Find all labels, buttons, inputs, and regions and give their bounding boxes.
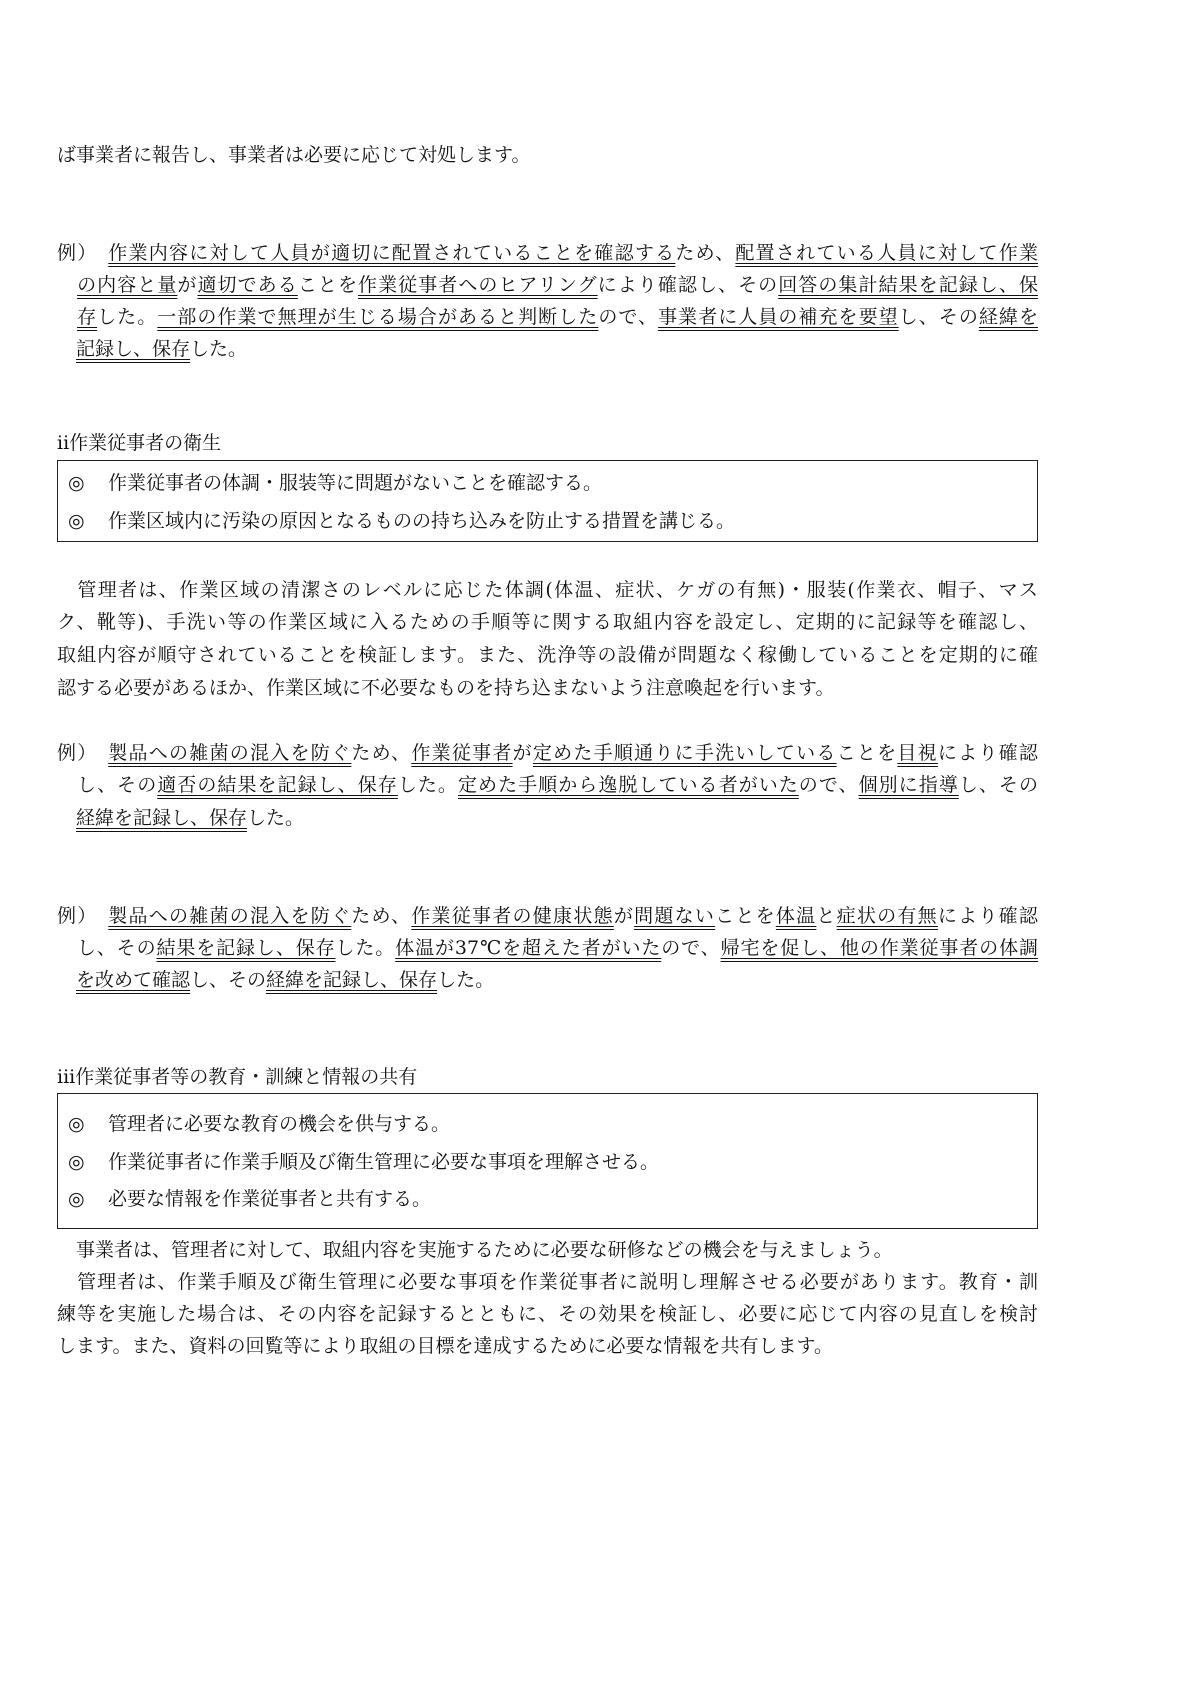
underlined-phrase: 目視 (897, 742, 938, 764)
text-segment: により確認 (937, 742, 1038, 764)
text-segment: ので、 (661, 937, 721, 959)
text-segment: ことを (836, 742, 898, 764)
example2-line (57, 740, 1038, 766)
underlined-phrase: 経緯を記録し、保存 (76, 807, 248, 829)
text-segment (57, 807, 76, 829)
example1-line (57, 336, 1038, 362)
text-segment: し、その (57, 774, 158, 796)
text-segment: した。 (247, 807, 305, 829)
text-segment: し、その (898, 306, 979, 328)
underlined-phrase: 経緯を記録し、保存 (266, 969, 438, 991)
checklist-item-text: 管理者に必要な教育の機会を供与する。 (108, 1113, 451, 1135)
text-line: 認する必要があるほか、作業区域に不必要なものを持ち込まないよう注意喚起を行います。 (57, 677, 835, 699)
text-line: します。また、資料の回覧等により取組の目標を達成するために必要な情報を共有します。 (57, 1335, 833, 1357)
checklist-item (68, 1186, 431, 1212)
text-segment: 例） (57, 742, 109, 764)
text-segment (57, 969, 76, 991)
checklist-item-text: 必要な情報を作業従事者と共有する。 (108, 1188, 432, 1210)
text-segment: ため、 (351, 905, 412, 927)
text-segment: 例） (57, 905, 109, 927)
text-line: ク、靴等)、手洗い等の作業区域に入るための手順等に関する取組内容を設定し、定期的に記録等を確認し、 (57, 611, 1038, 633)
text-segment: により確認し、その (597, 274, 779, 296)
underlined-phrase: 個別に指導 (858, 774, 959, 796)
text-line: ば事業者に報告し、事業者は必要に応じて対処します。 (57, 144, 531, 166)
underlined-phrase: 問題ない (634, 905, 716, 927)
text-segment: し、その (57, 937, 157, 959)
double-circle-icon: ◎ (68, 472, 85, 494)
underlined-phrase: 定めた手順から逸脱している者がいた (457, 774, 799, 796)
example3-line (57, 903, 1038, 929)
text-line: 取組内容が順守されていることを検証します。また、洗浄等の設備が問題なく稼働していることを定期的に確 (57, 644, 1038, 666)
text-segment: 例） (57, 242, 109, 264)
underlined-phrase: 帰宅を促し、他の作業従事者の体調 (720, 937, 1038, 959)
text-segment: ので、 (798, 774, 859, 796)
underlined-phrase: 回答の集計結果を記録し、保 (778, 274, 1038, 296)
text-segment: した。 (190, 338, 248, 360)
underlined-phrase: 配置されている人員に対して作業 (735, 242, 1038, 264)
underlined-phrase: 結果を記録し、保存 (156, 937, 336, 959)
text-segment: ことを (297, 274, 359, 296)
double-circle-icon: ◎ (68, 1113, 85, 1135)
text-segment: し、その (190, 969, 267, 991)
checklist-item-text: 作業従事者に作業手順及び衛生管理に必要な事項を理解させる。 (108, 1151, 660, 1173)
underlined-phrase: 適切である (197, 274, 298, 296)
text-segment: ので、 (598, 306, 659, 328)
underlined-phrase: の内容と量 (77, 274, 178, 296)
underlined-phrase: 体温が37℃を超えた者がいた (395, 937, 662, 959)
checklist-item-text: 作業区域内に汚染の原因となるものの持ち込みを防止する措置を講じる。 (108, 510, 736, 532)
example2-line (57, 805, 1038, 831)
underlined-phrase: 作業内容に対して人員が適切に配置されていることを確認する (108, 242, 676, 264)
section-heading: ii作業従事者の衛生 (57, 432, 222, 454)
underlined-phrase: 製品への雑菌の混入を防ぐ (108, 905, 352, 927)
section-heading: iii作業従事者等の教育・訓練と情報の共有 (57, 1066, 418, 1088)
requirements-box-hygiene (57, 460, 1038, 542)
text-segment (57, 274, 77, 296)
example2-line (57, 772, 1038, 798)
text-segment: が (177, 274, 198, 296)
underlined-phrase: 体温 (775, 905, 817, 927)
text-line: 練等を実施した場合は、その内容を記録するとともに、その効果を検証し、必要に応じて内容の見直しを検討 (57, 1303, 1038, 1325)
underlined-phrase: 作業従事者へのヒアリング (358, 274, 598, 296)
text-segment (57, 306, 77, 328)
text-segment (57, 338, 76, 360)
underlined-phrase: 事業者に人員の補充を要望 (658, 306, 899, 328)
underlined-phrase: 適否の結果を記録し、保存 (157, 774, 398, 796)
text-segment: が (512, 742, 533, 764)
underlined-phrase: 製品への雑菌の混入を防ぐ (108, 742, 352, 764)
underlined-phrase: 記録し、保存 (76, 338, 191, 360)
text-line: 管理者は、作業区域の清潔さのレベルに応じた体調(体温、症状、ケガの有無)・服装(作業衣、帽子、マス (57, 579, 1038, 601)
checklist-item-text: 作業従事者の体調・服装等に問題がないことを確認する。 (108, 472, 603, 494)
text-line: 事業者は、管理者に対して、取組内容を実施するために必要な研修などの機会を与えましょう。 (57, 1239, 893, 1261)
text-segment: ことを (715, 905, 776, 927)
underlined-phrase: 作業従事者の健康状態 (411, 905, 614, 927)
example1-line (57, 304, 1038, 330)
underlined-phrase: 作業従事者 (411, 742, 513, 764)
text-segment: と (816, 905, 837, 927)
underlined-phrase: 経緯を (978, 306, 1038, 328)
example3-line (57, 935, 1038, 961)
underlined-phrase: 存 (77, 306, 98, 328)
text-segment: により確認 (937, 905, 1038, 927)
text-segment: ため、 (675, 242, 736, 264)
example1-line (57, 272, 1038, 298)
requirements-box-education (57, 1093, 1038, 1229)
text-segment: した。 (97, 306, 158, 328)
checklist-item (68, 1149, 659, 1175)
underlined-phrase: 一部の作業で無理が生じる場合があると判断した (157, 306, 599, 328)
checklist-item (68, 1111, 450, 1137)
text-segment: ため、 (351, 742, 412, 764)
double-circle-icon: ◎ (68, 510, 85, 532)
checklist-item (68, 470, 602, 496)
example3-line (57, 967, 1038, 993)
text-segment: した。 (437, 969, 495, 991)
text-line: 管理者は、作業手順及び衛生管理に必要な事項を作業従事者に説明し理解させる必要があります。教育・訓 (57, 1271, 1038, 1293)
double-circle-icon: ◎ (68, 1151, 85, 1173)
text-segment: した。 (335, 937, 396, 959)
text-segment: が (613, 905, 635, 927)
checklist-item (68, 508, 735, 534)
underlined-phrase: 定めた手順通りに手洗いしている (532, 742, 837, 764)
underlined-phrase: 症状の有無 (836, 905, 938, 927)
example1-line (57, 240, 1038, 266)
underlined-phrase: を改めて確認 (76, 969, 191, 991)
double-circle-icon: ◎ (68, 1188, 85, 1210)
text-segment: し、その (958, 774, 1038, 796)
text-segment: した。 (397, 774, 458, 796)
